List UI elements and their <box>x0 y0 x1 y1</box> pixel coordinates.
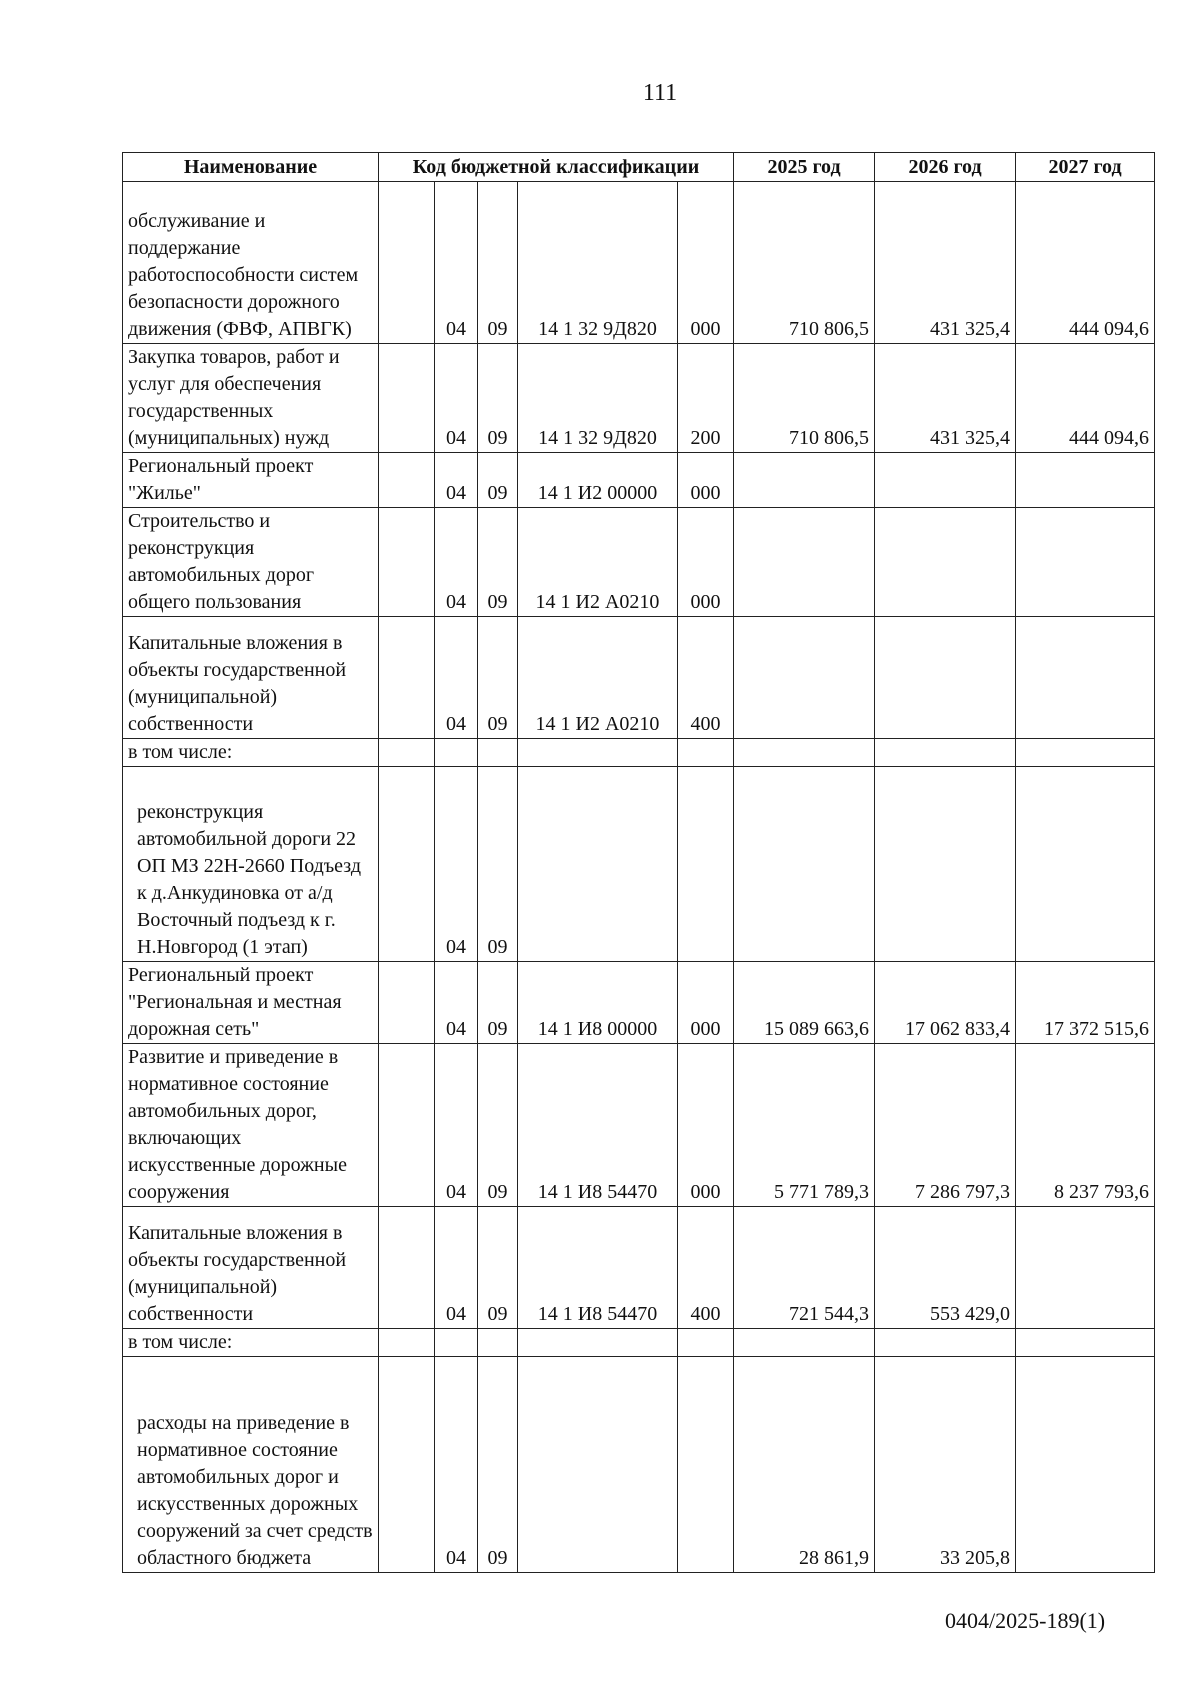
code-cell-3: 14 1 И2 А0210 <box>518 617 678 739</box>
table-row <box>123 1207 1155 1329</box>
code-cell-0 <box>379 344 435 453</box>
code-cell-3: 14 1 И8 54470 <box>518 1207 678 1329</box>
row-name-cell: Капитальные вложения в объекты государственной (муниципальной) собственности <box>123 617 379 739</box>
code-cell-2: 09 <box>478 1044 518 1207</box>
code-cell-3: 14 1 32 9Д820 <box>518 344 678 453</box>
page-number: 111 <box>642 80 678 106</box>
amount-cell-2027 <box>1016 739 1155 767</box>
code-cell-4: 400 <box>678 617 734 739</box>
code-cell-4 <box>678 767 734 962</box>
code-cell-0 <box>379 1207 435 1329</box>
document-number: 0404/2025-189(1) <box>945 1608 1106 1633</box>
code-cell-2: 09 <box>478 508 518 617</box>
code-cell-1: 04 <box>435 767 478 962</box>
code-cell-2 <box>478 1329 518 1357</box>
code-cell-4: 000 <box>678 508 734 617</box>
code-cell-0 <box>379 453 435 508</box>
code-cell-0 <box>379 962 435 1044</box>
code-cell-3 <box>518 739 678 767</box>
table-row <box>123 767 1155 962</box>
row-name-cell: Региональный проект "Региональная и местная дорожная сеть" <box>123 962 379 1044</box>
code-cell-4 <box>678 739 734 767</box>
table-row-subheading <box>123 1329 1155 1357</box>
code-cell-1: 04 <box>435 508 478 617</box>
row-name-cell: расходы на приведение в нормативное состояние автомобильных дорог и искусственных дорожных сооружений за счет средств областного бюджета <box>123 1357 379 1573</box>
amount-cell-2027 <box>1016 1329 1155 1357</box>
table-row <box>123 962 1155 1044</box>
code-cell-4 <box>678 1329 734 1357</box>
table-row-subheading <box>123 739 1155 767</box>
header-2026: 2026 год <box>875 153 1016 182</box>
code-cell-0 <box>379 1044 435 1207</box>
row-name-cell: Развитие и приведение в нормативное состояние автомобильных дорог, включающих искусственные дорожные сооружения <box>123 1044 379 1207</box>
header-2025: 2025 год <box>734 153 875 182</box>
row-name-cell: Закупка товаров, работ и услуг для обеспечения государственных (муниципальных) нужд <box>123 344 379 453</box>
header-code: Код бюджетной классификации <box>379 153 734 182</box>
code-cell-4: 000 <box>678 1044 734 1207</box>
code-cell-4: 200 <box>678 344 734 453</box>
amount-cell-2027: 8 237 793,6 <box>1016 1044 1155 1207</box>
amount-cell-2026 <box>875 1329 1016 1357</box>
amount-cell-2027 <box>1016 767 1155 962</box>
amount-cell-2026: 33 205,8 <box>875 1357 1016 1573</box>
amount-cell-2025: 5 771 789,3 <box>734 1044 875 1207</box>
amount-cell-2027: 444 094,6 <box>1016 344 1155 453</box>
code-cell-4: 000 <box>678 182 734 344</box>
header-name: Наименование <box>123 153 379 182</box>
table-header-row <box>123 153 1155 182</box>
amount-cell-2026 <box>875 767 1016 962</box>
amount-cell-2026 <box>875 453 1016 508</box>
code-cell-1: 04 <box>435 1207 478 1329</box>
code-cell-3: 14 1 И8 54470 <box>518 1044 678 1207</box>
amount-cell-2027 <box>1016 508 1155 617</box>
amount-cell-2025: 15 089 663,6 <box>734 962 875 1044</box>
amount-cell-2027 <box>1016 453 1155 508</box>
amount-cell-2026: 17 062 833,4 <box>875 962 1016 1044</box>
code-cell-0 <box>379 1329 435 1357</box>
amount-cell-2026: 553 429,0 <box>875 1207 1016 1329</box>
code-cell-2: 09 <box>478 1357 518 1573</box>
amount-cell-2025 <box>734 617 875 739</box>
code-cell-2: 09 <box>478 453 518 508</box>
code-cell-0 <box>379 182 435 344</box>
code-cell-2: 09 <box>478 344 518 453</box>
code-cell-3: 14 1 И2 00000 <box>518 453 678 508</box>
code-cell-0 <box>379 508 435 617</box>
amount-cell-2027 <box>1016 1357 1155 1573</box>
amount-cell-2025 <box>734 508 875 617</box>
code-cell-4: 000 <box>678 453 734 508</box>
code-cell-3: 14 1 32 9Д820 <box>518 182 678 344</box>
table-row <box>123 508 1155 617</box>
table-row <box>123 182 1155 344</box>
header-2027: 2027 год <box>1016 153 1155 182</box>
amount-cell-2025: 28 861,9 <box>734 1357 875 1573</box>
amount-cell-2027: 444 094,6 <box>1016 182 1155 344</box>
code-cell-1: 04 <box>435 1357 478 1573</box>
code-cell-0 <box>379 767 435 962</box>
budget-table <box>122 152 1155 1573</box>
table-body <box>123 182 1155 1573</box>
code-cell-2: 09 <box>478 182 518 344</box>
code-cell-1 <box>435 739 478 767</box>
code-cell-1: 04 <box>435 617 478 739</box>
table-row <box>123 1357 1155 1573</box>
code-cell-4: 000 <box>678 962 734 1044</box>
code-cell-3 <box>518 1329 678 1357</box>
amount-cell-2025: 710 806,5 <box>734 182 875 344</box>
amount-cell-2025 <box>734 453 875 508</box>
amount-cell-2026 <box>875 617 1016 739</box>
amount-cell-2025 <box>734 1329 875 1357</box>
row-name-cell: обслуживание и поддержание работоспособности систем безопасности дорожного движения (ФВФ, АПВГК) <box>123 182 379 344</box>
code-cell-1: 04 <box>435 182 478 344</box>
code-cell-3: 14 1 И8 00000 <box>518 962 678 1044</box>
code-cell-2: 09 <box>478 767 518 962</box>
code-cell-0 <box>379 739 435 767</box>
code-cell-2: 09 <box>478 962 518 1044</box>
row-name-cell: Региональный проект "Жилье" <box>123 453 379 508</box>
amount-cell-2027 <box>1016 1207 1155 1329</box>
table-row <box>123 1044 1155 1207</box>
amount-cell-2026: 7 286 797,3 <box>875 1044 1016 1207</box>
code-cell-1: 04 <box>435 962 478 1044</box>
code-cell-3 <box>518 767 678 962</box>
code-cell-0 <box>379 1357 435 1573</box>
code-cell-2: 09 <box>478 617 518 739</box>
code-cell-3: 14 1 И2 А0210 <box>518 508 678 617</box>
code-cell-2 <box>478 739 518 767</box>
row-name-cell: в том числе: <box>123 739 379 767</box>
code-cell-1: 04 <box>435 344 478 453</box>
amount-cell-2026: 431 325,4 <box>875 344 1016 453</box>
amount-cell-2027 <box>1016 617 1155 739</box>
table-row <box>123 344 1155 453</box>
code-cell-0 <box>379 617 435 739</box>
code-cell-4 <box>678 1357 734 1573</box>
code-cell-2: 09 <box>478 1207 518 1329</box>
code-cell-3 <box>518 1357 678 1573</box>
amount-cell-2026 <box>875 739 1016 767</box>
amount-cell-2025: 721 544,3 <box>734 1207 875 1329</box>
table-row <box>123 617 1155 739</box>
code-cell-1: 04 <box>435 453 478 508</box>
row-name-cell: в том числе: <box>123 1329 379 1357</box>
table-row <box>123 453 1155 508</box>
amount-cell-2025 <box>734 767 875 962</box>
code-cell-1 <box>435 1329 478 1357</box>
row-name-cell: Строительство и реконструкция автомобильных дорог общего пользования <box>123 508 379 617</box>
amount-cell-2025 <box>734 739 875 767</box>
code-cell-1: 04 <box>435 1044 478 1207</box>
amount-cell-2027: 17 372 515,6 <box>1016 962 1155 1044</box>
row-name-cell: Капитальные вложения в объекты государственной (муниципальной) собственности <box>123 1207 379 1329</box>
row-name-cell: реконструкция автомобильной дороги 22 ОП МЗ 22Н-2660 Подъезд к д.Анкудиновка от а/д Восточный подъезд к г. Н.Новгород (1 этап) <box>123 767 379 962</box>
amount-cell-2026: 431 325,4 <box>875 182 1016 344</box>
amount-cell-2026 <box>875 508 1016 617</box>
code-cell-4: 400 <box>678 1207 734 1329</box>
amount-cell-2025: 710 806,5 <box>734 344 875 453</box>
